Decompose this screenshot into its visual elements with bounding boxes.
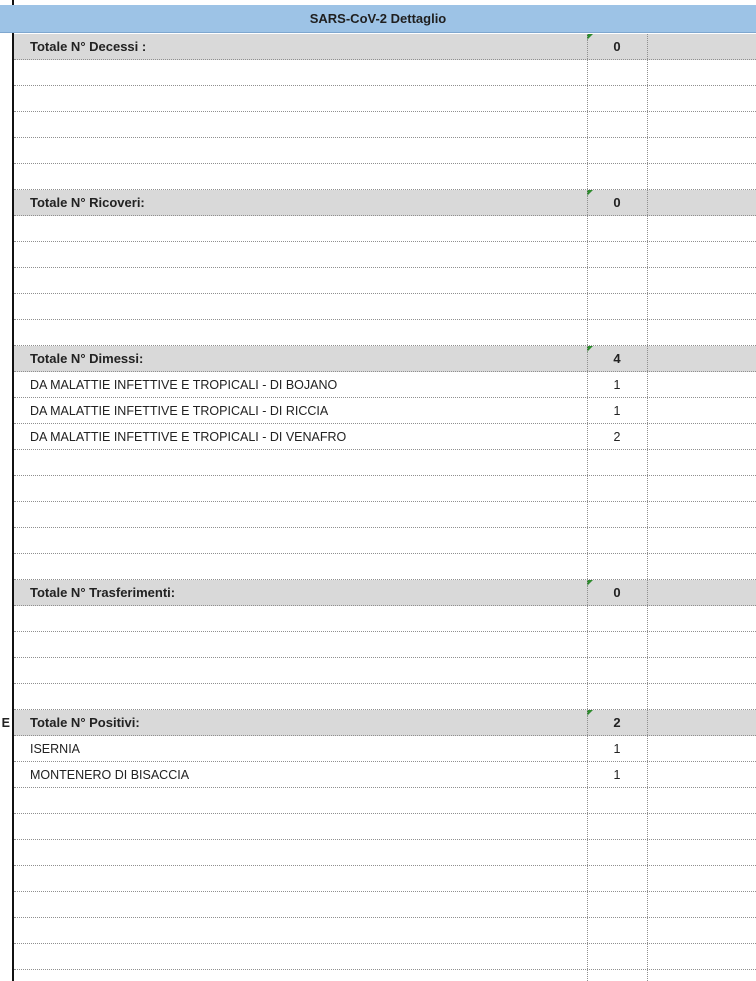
empty-row[interactable]	[14, 554, 756, 580]
column-divider-value-right	[647, 34, 648, 981]
empty-row[interactable]	[14, 528, 756, 554]
detail-value: 1	[613, 404, 621, 418]
total-value[interactable]	[587, 710, 647, 736]
detail-value: 1	[613, 378, 621, 392]
column-divider-value-left	[587, 34, 588, 981]
total-row-totale-n-decessi[interactable]	[14, 34, 756, 60]
total-value[interactable]	[587, 34, 647, 60]
detail-table	[1, 34, 756, 970]
detail-label: MONTENERO DI BISACCIA	[30, 768, 190, 782]
empty-row[interactable]	[14, 320, 756, 346]
sheet-title: SARS-CoV-2 Dettaglio	[309, 11, 447, 26]
total-label: Totale N° Trasferimenti:	[30, 585, 176, 600]
detail-value: 2	[613, 430, 621, 444]
detail-label: ISERNIA	[30, 742, 81, 756]
detail-row[interactable]	[14, 762, 756, 788]
detail-row[interactable]	[14, 398, 756, 424]
total-value-text: 0	[613, 195, 621, 210]
sheet-title-header	[0, 5, 756, 33]
total-label: Totale N° Ricoveri:	[30, 195, 145, 210]
empty-row[interactable]	[14, 684, 756, 710]
empty-row[interactable]	[14, 60, 756, 86]
detail-value: 1	[613, 742, 621, 756]
total-row-totale-n-ricoveri[interactable]	[14, 190, 756, 216]
empty-row[interactable]	[14, 450, 756, 476]
total-label: Totale N° Dimessi:	[30, 351, 144, 366]
total-value-text: 4	[613, 351, 621, 366]
detail-row[interactable]	[14, 736, 756, 762]
total-row-totale-n-trasferimenti[interactable]	[14, 580, 756, 606]
empty-row[interactable]	[14, 476, 756, 502]
total-row-totale-n-positivi[interactable]	[1, 710, 756, 736]
detail-label: DA MALATTIE INFETTIVE E TROPICALI - DI VENAFRO	[30, 430, 347, 444]
detail-label: DA MALATTIE INFETTIVE E TROPICALI - DI RICCIA	[30, 404, 329, 418]
detail-label: DA MALATTIE INFETTIVE E TROPICALI - DI BOJANO	[30, 378, 338, 392]
empty-row[interactable]	[14, 788, 756, 814]
empty-row[interactable]	[14, 86, 756, 112]
total-value-text: 2	[613, 715, 621, 730]
empty-row[interactable]	[14, 814, 756, 840]
total-value[interactable]	[587, 346, 647, 372]
empty-row[interactable]	[14, 658, 756, 684]
total-value-text: 0	[613, 39, 621, 54]
total-label: Totale N° Decessi :	[30, 39, 147, 54]
empty-row[interactable]	[14, 164, 756, 190]
empty-row[interactable]	[14, 892, 756, 918]
empty-row[interactable]	[14, 606, 756, 632]
empty-row[interactable]	[14, 216, 756, 242]
detail-row[interactable]	[14, 372, 756, 398]
empty-row[interactable]	[14, 242, 756, 268]
adjacent-column-text-fragment: E	[1, 716, 10, 730]
empty-row[interactable]	[14, 138, 756, 164]
empty-row[interactable]	[14, 944, 756, 970]
empty-row[interactable]	[14, 632, 756, 658]
left-margin	[0, 0, 12, 981]
empty-row[interactable]	[14, 294, 756, 320]
total-value-text: 0	[613, 585, 621, 600]
empty-row[interactable]	[14, 268, 756, 294]
empty-row[interactable]	[14, 866, 756, 892]
total-label: Totale N° Positivi:	[30, 715, 140, 730]
empty-row[interactable]	[14, 918, 756, 944]
detail-row[interactable]	[14, 424, 756, 450]
empty-row[interactable]	[14, 502, 756, 528]
empty-row[interactable]	[14, 112, 756, 138]
empty-row[interactable]	[14, 840, 756, 866]
detail-value: 1	[613, 768, 621, 782]
total-value[interactable]	[587, 190, 647, 216]
total-value[interactable]	[587, 580, 647, 606]
total-row-totale-n-dimessi[interactable]	[14, 346, 756, 372]
